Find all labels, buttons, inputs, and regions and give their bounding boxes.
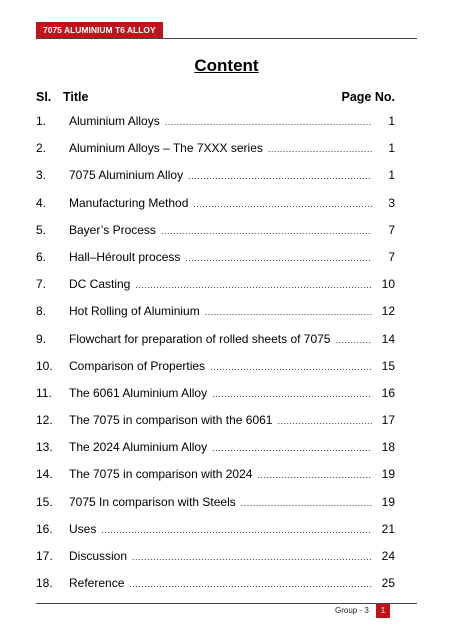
toc-entry-number: 13. — [36, 440, 53, 455]
toc-leader-dots — [257, 470, 372, 480]
sl-column-label: Sl. — [36, 90, 52, 104]
toc-entry-number: 8. — [36, 304, 47, 319]
toc-leader-dots — [132, 552, 372, 562]
toc-entry — [36, 304, 395, 331]
toc-entry-title: Manufacturing Method — [69, 195, 189, 210]
toc-leader-dots — [335, 335, 372, 345]
toc-entry-page: 21 — [381, 521, 395, 536]
toc-leader-dots — [135, 280, 372, 290]
toc-entry-title: Discussion — [69, 549, 128, 563]
toc-entry-page: 19 — [381, 494, 395, 509]
toc-column-header — [36, 90, 395, 104]
toc-entry-number: 6. — [36, 249, 47, 264]
toc-entry-number: 9. — [36, 331, 47, 346]
toc-entry-page: 7 — [388, 222, 395, 237]
toc-entry — [36, 277, 395, 304]
toc-entry-page: 18 — [381, 440, 395, 455]
toc-entry-page: 12 — [381, 304, 395, 319]
toc-leader-dots — [193, 199, 372, 209]
toc-entry-title: Hot Rolling of Aluminium — [69, 304, 200, 319]
toc-leader-dots — [188, 171, 372, 181]
toc-leader-dots — [101, 525, 372, 535]
toc-entry-page: 1 — [388, 168, 395, 183]
table-of-contents — [36, 114, 395, 603]
toc-entry-page: 24 — [381, 549, 395, 563]
toc-entry-page: 3 — [388, 195, 395, 210]
toc-entry-title: Bayer’s Process — [69, 222, 156, 237]
toc-leader-dots — [161, 226, 372, 236]
toc-entry-page: 25 — [381, 576, 395, 591]
toc-entry-number: 10. — [36, 358, 53, 373]
toc-entry-title: Aluminium Alloys — [69, 114, 160, 128]
toc-leader-dots — [165, 117, 372, 127]
toc-entry-page: 14 — [381, 331, 395, 346]
toc-entry-number: 4. — [36, 195, 47, 210]
toc-entry — [36, 114, 395, 141]
toc-entry-number: 1. — [36, 114, 47, 128]
toc-entry-number: 3. — [36, 168, 47, 183]
toc-entry — [36, 223, 395, 250]
page-title: Content — [194, 56, 259, 75]
toc-entry-page: 1 — [388, 114, 395, 128]
toc-entry-title: Hall–Héroult process — [69, 249, 181, 264]
toc-entry-page: 7 — [388, 249, 395, 264]
toc-entry — [36, 467, 395, 494]
toc-entry-page: 16 — [381, 385, 395, 400]
footer-group-label: Group - 3 — [335, 606, 369, 615]
toc-leader-dots — [129, 579, 372, 589]
toc-entry-title: Aluminium Alloys – The 7XXX series — [69, 141, 263, 156]
toc-entry-page: 19 — [381, 467, 395, 482]
header-badge: 7075 ALUMINIUM T6 ALLOY — [36, 22, 163, 39]
toc-leader-dots — [210, 362, 372, 372]
toc-entry — [36, 522, 395, 549]
toc-entry-page: 17 — [381, 413, 395, 428]
toc-leader-dots — [212, 443, 372, 453]
toc-entry-number: 5. — [36, 222, 47, 237]
toc-entry-title: Comparison of Properties — [69, 358, 206, 373]
toc-entry-number: 11. — [36, 385, 52, 400]
toc-entry — [36, 196, 395, 223]
toc-leader-dots — [205, 307, 372, 317]
toc-entry — [36, 332, 395, 359]
toc-entry-page: 1 — [388, 141, 395, 156]
toc-entry — [36, 576, 395, 603]
toc-entry — [36, 440, 395, 467]
toc-entry-number: 2. — [36, 141, 47, 156]
toc-entry — [36, 359, 395, 386]
toc-entry-title: DC Casting — [69, 277, 131, 292]
toc-entry — [36, 250, 395, 277]
toc-entry — [36, 495, 395, 522]
toc-entry-title: 7075 In comparison with Steels — [69, 494, 236, 509]
toc-entry-title: Reference — [69, 576, 125, 591]
toc-entry — [36, 141, 395, 168]
toc-leader-dots — [185, 253, 372, 263]
toc-entry — [36, 386, 395, 413]
toc-entry-title: The 7075 in comparison with 2024 — [69, 467, 253, 482]
toc-entry-page: 10 — [381, 277, 395, 292]
toc-entry-title: Uses — [69, 521, 97, 536]
toc-column-left — [36, 90, 88, 104]
header-rule — [36, 38, 417, 39]
footer-page-number: 1 — [376, 604, 390, 618]
toc-leader-dots — [212, 389, 372, 399]
toc-entry-title: Flowchart for preparation of rolled sheets of 7075 — [69, 331, 331, 346]
toc-entry-title: 7075 Aluminium Alloy — [69, 168, 184, 183]
toc-entry-title: The 7075 in comparison with the 6061 — [69, 413, 273, 428]
toc-entry-title: The 2024 Aluminium Alloy — [69, 440, 208, 455]
toc-entry-number: 15. — [36, 494, 53, 509]
toc-entry-number: 17. — [36, 549, 53, 563]
toc-entry-number: 16. — [36, 521, 53, 536]
toc-entry-number: 12. — [36, 413, 53, 428]
toc-entry — [36, 168, 395, 195]
toc-entry-number: 18. — [36, 576, 53, 591]
toc-leader-dots — [277, 416, 372, 426]
title-column-label: Title — [63, 90, 89, 104]
toc-entry-page: 15 — [381, 358, 395, 373]
page-column-label: Page No. — [341, 90, 395, 104]
toc-leader-dots — [241, 498, 372, 508]
toc-entry-number: 7. — [36, 277, 47, 292]
toc-entry — [36, 549, 395, 576]
toc-entry-title: The 6061 Aluminium Alloy — [69, 385, 208, 400]
toc-leader-dots — [268, 144, 372, 154]
toc-entry-number: 14. — [36, 467, 53, 482]
toc-entry — [36, 413, 395, 440]
